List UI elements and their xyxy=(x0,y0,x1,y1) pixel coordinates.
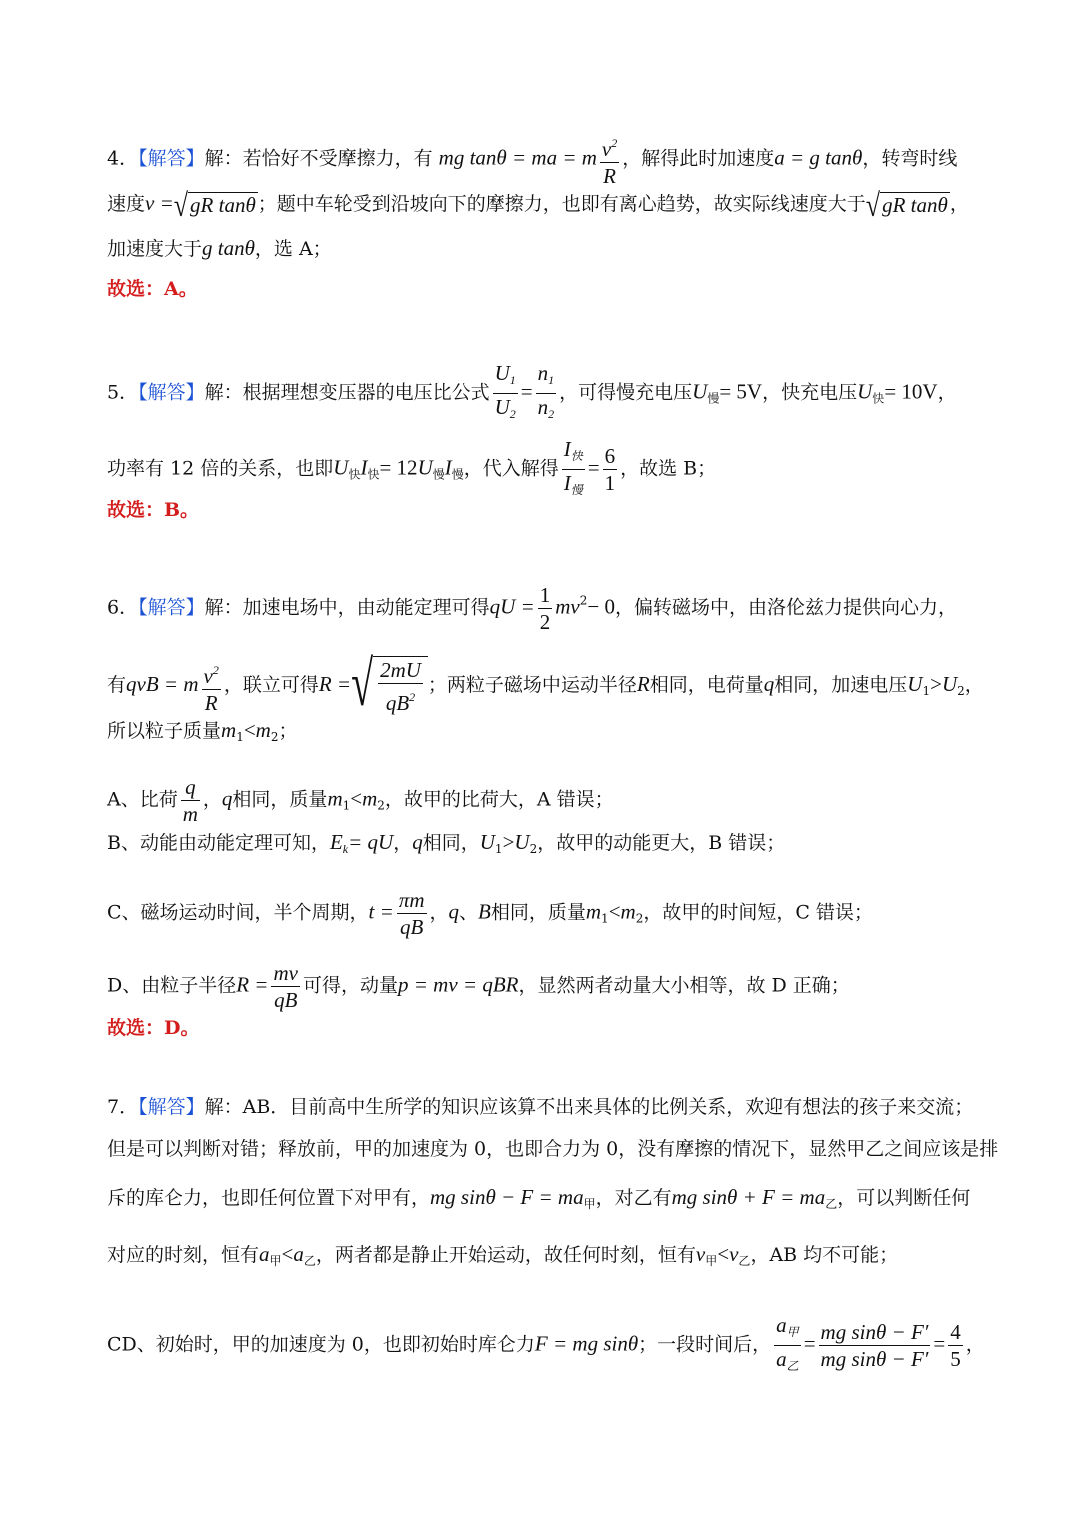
p6-line-2 xyxy=(107,647,990,720)
p6-answer: 故选：D。 xyxy=(107,1017,200,1039)
subscript: 1 xyxy=(494,842,503,856)
subscript: 甲 xyxy=(705,1254,718,1268)
text: ，对乙有 xyxy=(595,1187,672,1209)
text: ，AB 均不可能； xyxy=(750,1244,899,1266)
numerator: 1 xyxy=(539,583,551,607)
subscript: 甲 xyxy=(786,1325,799,1339)
fraction-pim-qB xyxy=(397,887,427,940)
operator: < xyxy=(281,1242,294,1266)
fraction-n1-n2 xyxy=(536,360,557,427)
subscript: 1 xyxy=(601,911,609,926)
text: 解：AB．目前高中生所学的知识应该算不出来具体的比例关系，欢迎有想法的孩子来交流； xyxy=(204,1096,974,1118)
operator: > xyxy=(930,672,942,696)
symbol: I xyxy=(444,455,452,480)
symbol: U xyxy=(514,830,530,854)
denominator: 5 xyxy=(950,1347,961,1371)
numerator: U xyxy=(494,361,510,385)
answer-tag: 【解答】 xyxy=(138,381,205,404)
symbol: R xyxy=(636,672,650,696)
denominator: R xyxy=(603,164,616,188)
subscript: 2 xyxy=(270,730,279,744)
p6-number: 6． xyxy=(107,596,139,619)
fraction-a-ratio xyxy=(774,1312,801,1379)
value: = 5V xyxy=(719,379,763,404)
equation: qvB = m xyxy=(126,672,199,696)
denominator: n xyxy=(537,395,549,419)
p5-line-2 xyxy=(107,436,990,503)
fraction-v2-R-2 xyxy=(202,657,221,716)
text: 相同，质量 xyxy=(232,788,328,811)
operator: < xyxy=(350,786,363,811)
denominator: mg sinθ − F′ xyxy=(820,1347,929,1371)
equation: = qU xyxy=(348,830,394,854)
numerator: 2mU xyxy=(380,658,421,682)
equation: g tanθ xyxy=(202,236,255,260)
p7-line-1 xyxy=(107,1095,990,1119)
p6-option-d xyxy=(107,960,990,1013)
fraction-U1-U2 xyxy=(493,360,518,427)
fraction-half xyxy=(538,582,553,635)
subscript: k xyxy=(342,842,349,856)
subscript: 快 xyxy=(570,449,583,463)
text: 解：加速电场中，由动能定理可得 xyxy=(204,596,490,619)
p7-number: 7． xyxy=(107,1096,139,1118)
subscript: 2 xyxy=(529,842,538,856)
symbol: q xyxy=(448,899,460,924)
symbol: m xyxy=(327,786,343,811)
fraction-6-1 xyxy=(603,443,618,496)
text: ，故甲的时间短，C 错误； xyxy=(643,901,873,924)
text: 解：若恰好不受摩擦力，有 xyxy=(204,147,433,170)
symbol: q xyxy=(763,672,775,696)
text: ，故选 B； xyxy=(620,457,717,480)
text: ，显然两者动量大小相等，故 D 正确； xyxy=(518,974,850,997)
text: ， xyxy=(949,193,969,215)
subscript: 慢 xyxy=(570,483,583,497)
subscript: 2 xyxy=(377,798,385,813)
symbol: mv xyxy=(555,594,580,619)
value: = 12 xyxy=(379,455,418,480)
text: ，偏转磁场中，由洛伦兹力提供向心力， xyxy=(614,596,957,619)
value: − 0 xyxy=(587,594,615,619)
equation: t = xyxy=(368,899,394,924)
text: ， xyxy=(393,832,413,854)
symbol: U xyxy=(941,672,958,696)
denominator: I xyxy=(563,471,571,495)
denominator: 1 xyxy=(604,471,616,495)
equals: = xyxy=(520,379,533,404)
denominator: qB xyxy=(274,988,298,1012)
subscript: 1 xyxy=(548,373,555,387)
denominator: 2 xyxy=(539,610,551,634)
equation: p = mv = qBR xyxy=(398,972,519,997)
text: ，转弯时线 xyxy=(862,147,958,170)
symbol: E xyxy=(329,830,343,854)
equation: R = xyxy=(236,972,269,997)
text: ，可得慢充电压 xyxy=(559,381,693,404)
subscript: 慢 xyxy=(451,467,464,482)
subscript: 乙 xyxy=(738,1254,751,1268)
p5-number: 5． xyxy=(107,381,139,404)
text: 相同，电荷量 xyxy=(649,674,764,696)
subscript: 2 xyxy=(635,911,644,926)
fraction-v2-R xyxy=(600,130,619,189)
p4-line-2 xyxy=(107,187,990,224)
denominator: U xyxy=(494,395,510,419)
symbol: v xyxy=(695,1242,706,1266)
text: C、磁场运动时间，半个周期， xyxy=(107,901,369,924)
p6-line-1 xyxy=(107,582,990,635)
denominator: qB xyxy=(385,691,410,715)
operator: > xyxy=(502,830,515,854)
numerator: v xyxy=(203,663,213,688)
numerator: v xyxy=(601,137,612,161)
subscript: 快 xyxy=(367,467,380,482)
answer-tag: 【解答】 xyxy=(138,596,205,619)
text: 有 xyxy=(107,674,127,696)
text: 相同， xyxy=(422,832,480,854)
text: 解：根据理想变压器的电压比公式 xyxy=(204,381,490,404)
operator: < xyxy=(717,1242,730,1266)
subscript: 2 xyxy=(548,407,555,421)
denominator: qB xyxy=(399,915,424,939)
p4-line-3 xyxy=(107,236,990,261)
p4-number: 4． xyxy=(107,147,139,170)
symbol: B xyxy=(478,899,491,924)
radicand: gR tanθ xyxy=(190,193,256,217)
equation: mg sinθ − F = ma xyxy=(430,1185,584,1209)
text: ，联立可得 xyxy=(223,674,319,696)
denominator: R xyxy=(204,690,218,715)
symbol: m xyxy=(620,899,636,924)
text: ，快充电压 xyxy=(762,381,858,404)
p4-answer: 故选：A。 xyxy=(107,278,198,300)
p5-answer: 故选：B。 xyxy=(107,499,200,521)
symbol: q xyxy=(221,786,233,811)
text: ，故甲的动能更大，B 错误； xyxy=(537,832,786,854)
text: ， xyxy=(965,1333,985,1356)
radicand: gR tanθ xyxy=(882,193,948,217)
subscript: 1 xyxy=(509,373,516,387)
symbol: U xyxy=(417,455,433,480)
symbol: U xyxy=(857,379,873,404)
value: = 10V xyxy=(884,379,938,404)
subscript: 快 xyxy=(872,391,885,406)
numerator: mv xyxy=(273,961,298,985)
subscript: 甲 xyxy=(583,1197,596,1211)
text: ，解得此时加速度 xyxy=(622,147,775,170)
text: ，可以判断任何 xyxy=(837,1187,971,1209)
text: 、 xyxy=(459,901,479,924)
numerator: q xyxy=(181,774,200,801)
symbol: U xyxy=(333,455,349,480)
text: ，代入解得 xyxy=(463,457,559,480)
text: ； xyxy=(278,720,298,742)
fraction-q-m xyxy=(181,774,200,827)
text: ， xyxy=(202,788,222,811)
equation: mg tanθ = ma = m xyxy=(438,145,597,170)
p7-line-4 xyxy=(107,1242,990,1273)
equation: qU = xyxy=(489,594,535,619)
fraction-4-5 xyxy=(948,1319,963,1372)
symbol: q xyxy=(412,830,423,854)
symbol: m xyxy=(221,718,237,742)
p6-option-b xyxy=(107,830,990,861)
numerator: mg sinθ − F′ xyxy=(820,1320,929,1344)
subscript: 慢 xyxy=(432,467,445,482)
text: 相同，质量 xyxy=(490,901,586,924)
numerator: 6 xyxy=(604,444,616,468)
symbol: m xyxy=(585,899,602,924)
p5-line-1 xyxy=(107,360,990,427)
equation: v = xyxy=(145,191,174,215)
numerator: I xyxy=(563,437,571,461)
text: B、动能由动能定理可知， xyxy=(107,832,330,854)
text: 可得，动量 xyxy=(302,974,398,997)
text: ，选 A； xyxy=(254,238,332,260)
numerator: a xyxy=(776,1313,787,1337)
text: 斥的库仑力，也即任何位置下对甲有， xyxy=(107,1187,431,1209)
symbol: U xyxy=(479,830,495,854)
fraction-mv-qB xyxy=(271,960,300,1013)
text: 速度 xyxy=(107,193,146,215)
symbol: v xyxy=(729,1242,739,1266)
p6-option-a xyxy=(107,774,990,827)
symbol: I xyxy=(360,455,368,480)
text: ；一段时间后， xyxy=(638,1333,772,1356)
numerator: n xyxy=(537,361,549,385)
operator: < xyxy=(243,718,256,742)
fraction xyxy=(378,657,423,716)
numerator: 4 xyxy=(950,1320,961,1344)
equation: F = mg sinθ xyxy=(534,1331,639,1356)
fraction-I-ratio xyxy=(562,436,585,503)
symbol: m xyxy=(255,718,271,742)
text: 对应的时刻，恒有 xyxy=(107,1244,260,1266)
text: ，两者都是静止开始运动，故任何时刻，恒有 xyxy=(315,1244,696,1266)
equals: = xyxy=(933,1331,946,1356)
symbol: m xyxy=(362,786,378,811)
denominator: a xyxy=(776,1347,787,1371)
symbol: a xyxy=(293,1242,304,1266)
equation: R = xyxy=(318,672,352,696)
p6-line-3 xyxy=(107,718,990,749)
sqrt-gRtan-2: √gR tanθ xyxy=(865,187,948,224)
subscript: 快 xyxy=(348,467,361,482)
numerator: πm xyxy=(398,888,425,912)
equation: mg sinθ + F = ma xyxy=(671,1185,826,1209)
exponent: 2 xyxy=(212,662,219,677)
equals: = xyxy=(803,1331,816,1356)
sqrt-2mU-qB2: √ $\frac{2mU}{qB^2}$ xyxy=(351,656,428,716)
sqrt-gRtan: √gR tanθ xyxy=(173,187,256,224)
text: ， xyxy=(964,674,984,696)
equation: a = g tanθ xyxy=(774,145,863,170)
equals: = xyxy=(587,455,600,480)
text: ， xyxy=(429,901,449,924)
exponent: 2 xyxy=(611,136,618,150)
text: ， xyxy=(937,381,957,404)
p6-option-c xyxy=(107,887,990,940)
text: A、比荷 xyxy=(107,788,178,811)
subscript: 2 xyxy=(957,684,965,698)
symbol: U xyxy=(692,379,708,404)
text: D、由粒子半径 xyxy=(107,974,237,997)
exponent: 2 xyxy=(409,690,416,704)
answer-tag: 【解答】 xyxy=(138,1096,205,1118)
text: ；题中车轮受到沿坡向下的摩擦力，也即有离心趋势，故实际线速度大于 xyxy=(257,193,866,215)
subscript: 慢 xyxy=(707,391,720,406)
text: 加速度大于 xyxy=(107,238,203,260)
p7-line-2: 但是可以判断对错；释放前，甲的加速度为 0，也即合力为 0，没有摩擦的情况下，显然甲乙之间应该是排 xyxy=(107,1138,999,1160)
text: 所以粒子质量 xyxy=(107,720,222,742)
symbol: U xyxy=(907,672,923,696)
subscript: 乙 xyxy=(825,1197,838,1211)
subscript: 1 xyxy=(342,798,351,813)
subscript: 1 xyxy=(922,684,931,698)
subscript: 乙 xyxy=(303,1254,316,1268)
denominator: m xyxy=(182,802,198,826)
text: ，故甲的比荷大，A 错误； xyxy=(384,788,614,811)
text: 相同，加速电压 xyxy=(774,674,908,696)
text: CD、初始时，甲的加速度为 0，也即初始时库仑力 xyxy=(107,1333,535,1356)
subscript: 乙 xyxy=(786,1359,799,1373)
p7-line-3 xyxy=(107,1185,990,1216)
operator: < xyxy=(608,899,621,924)
subscript: 1 xyxy=(236,730,244,744)
exponent: 2 xyxy=(579,593,588,608)
p7-line-5 xyxy=(107,1312,990,1379)
text: 功率有 12 倍的关系，也即 xyxy=(107,457,334,480)
subscript: 2 xyxy=(509,407,516,421)
fraction-force-ratio xyxy=(819,1319,931,1372)
p4-line-1 xyxy=(107,130,990,189)
answer-tag: 【解答】 xyxy=(138,147,205,170)
text: ；两粒子磁场中运动半径 xyxy=(427,674,637,696)
subscript: 甲 xyxy=(269,1254,282,1268)
symbol: a xyxy=(259,1242,270,1266)
